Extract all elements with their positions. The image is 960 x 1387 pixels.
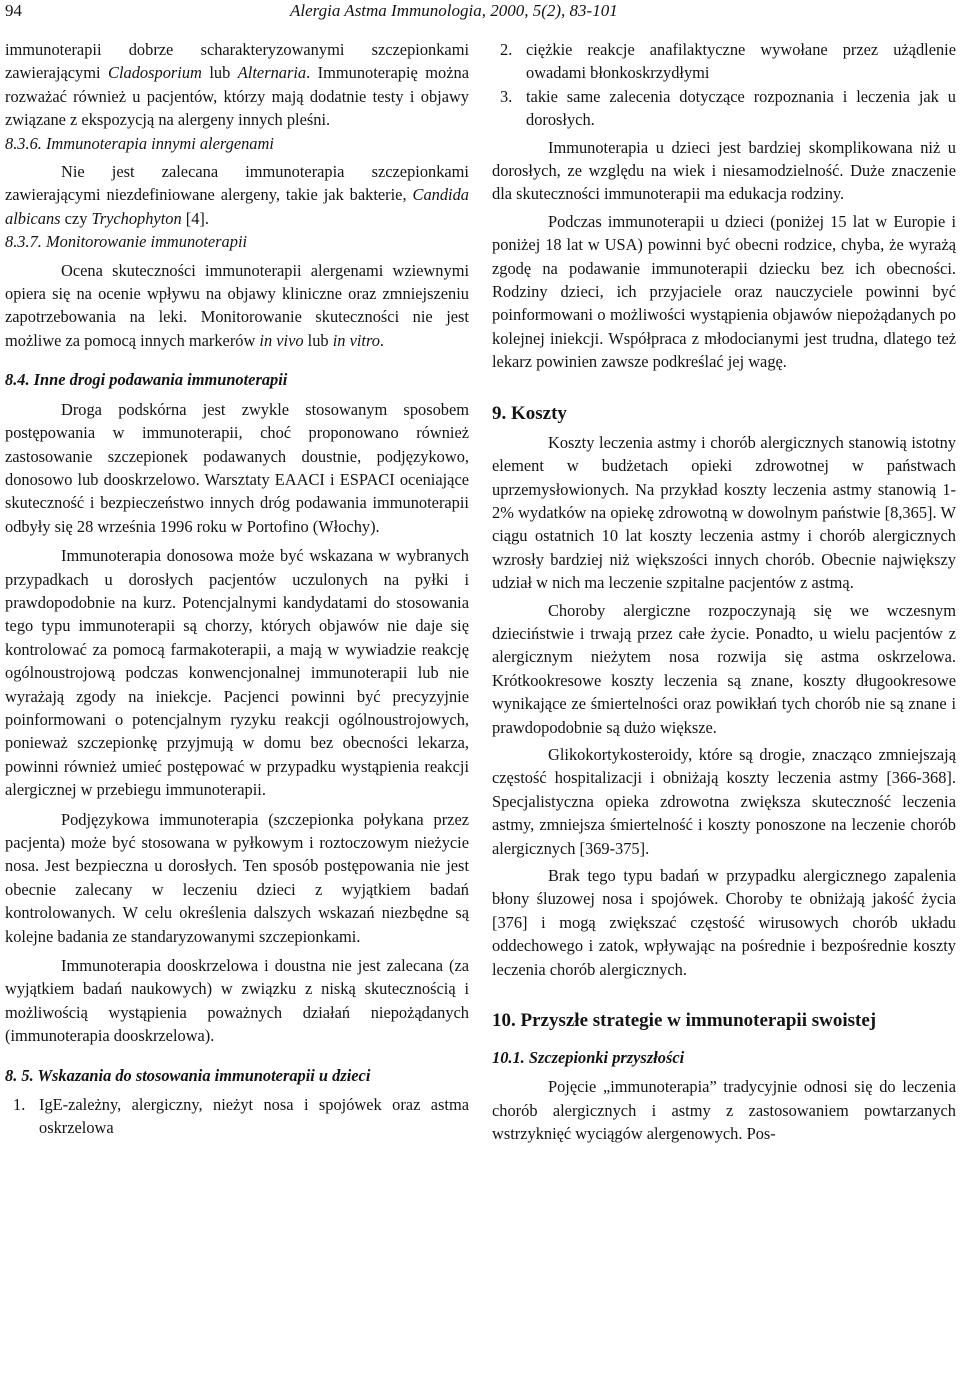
italic-term: Alternaria [237, 63, 307, 83]
paragraph-10-1: Pojęcie „immunoterapia” tradycyjnie odnosi się do leczenia chorób alergicznych i astmy z zastosowaniem powtarzanych wstrzyknięć wyciągów alergenowych. Pos- [492, 1077, 956, 1144]
italic-term: in vitro [332, 330, 380, 350]
paragraph-intro: immunoterapii dobrze scharakteryzowanymi szczepionkami zawierającymi Cladosporium lub Alternaria. Immunoterapię można rozważać również u pacjentów, którzy mają dodatnie testy i objawy związane z ekspozycją na alergeny innych pleśni. [5, 40, 469, 130]
paragraph-8-4-3: Podjęzykowa immunoterapia (szczepionka połykana przez pacjenta) może być stosowana w pyłkowym i roztoczowym nieżycie nosa. Jest bezpieczna u dorosłych. Ten sposób postępowania nie jest obecnie zalecany w leczeniu dzieci z wyjątkiem badań kontrolowanych. W celu określenia dalszych wskazań niezbędne są kolejne badania ze standaryzowanymi szczepionkami. [5, 809, 469, 946]
running-title: Alergia Astma Immunologia, 2000, 5(2), 83-101 [290, 1, 618, 20]
paragraph-9-3: Glikokortykosteroidy, które są drogie, znacząco zmniejszają częstość hospitalizacji i obniżają koszty leczenia astmy [366-368]. Specjalistyczna opieka zdrowotna zwiększa skuteczność leczenia astmy, zmniejsza śmiertelność i koszty ponoszone na leczenie chorób alergicznych [369-375]. [492, 744, 956, 858]
list-item-number: 3. [500, 86, 513, 106]
paragraph-8-5-1: Immunoterapia u dzieci jest bardziej skomplikowana niż u dorosłych, ze względu na wiek i niesamodzielność. Duże znaczenie dla skuteczności immunoterapii ma edukacja rodziny. [492, 137, 956, 204]
list-item [492, 38, 956, 85]
italic-term: Candida albicans [5, 185, 469, 228]
paragraph-8-3-6: Nie jest zalecana immunoterapia szczepionkami zawierającymi niezdefiniowane alergeny, takie jak bakterie, Candida albicans czy Trychophyton [4]. [5, 162, 469, 228]
right-column [492, 38, 956, 1146]
list-item-number: 1. [13, 1095, 26, 1115]
list-item [492, 85, 956, 132]
list-item-number: 2. [500, 40, 513, 59]
heading-8-3-6: 8.3.6. Immunoterapia innymi alergenami [5, 133, 274, 153]
list-item-text: IgE-zależny, alergiczny, nieżyt nosa i spojówek oraz astma oskrzelowa [39, 1095, 469, 1138]
paragraph-9-2: Choroby alergiczne rozpoczynają się we wczesnym dzieciństwie i trwają przez całe życie. Ponadto, u wielu pacjentów z alergicznym nieżytem nosa rozwija się astma oskrzelowa. Krótkookresowe koszty leczenia są znane, koszty długookresowe wynikające ze śmiertelności oraz powikłań tych chorób nie są znane i prawdopodobnie są dużo większe. [492, 600, 956, 737]
paragraph-8-4-1: Droga podskórna jest zwykle stosowanym sposobem postępowania w immunoterapii, choć proponowano również zastosowanie szczepionek podawanych doustnie, podjęzykowo, donosowo lub dooskrzelowo. Warsztaty EAACI i ESPACI oceniające skuteczność i bezpieczeństwo innych dróg podawania immunoterapii odbyły się 28 września 1996 roku w Portofino (Włochy). [5, 399, 469, 536]
paragraph-8-5-2: Podczas immunoterapii u dzieci (poniżej 15 lat w Europie i poniżej 18 lat w USA) powinni być obecni rodzice, chyba, że wyrażą zgodę na podawanie immunoterapii dziecku bez ich obecności. Rodziny dzieci, ich przyjaciele oraz nauczyciele powinni być poinformowani o możliwości wystąpienia objawów niepożądanych po kolejnej iniekcji. Współpraca z młodocianymi jest trudna, dlatego też lekarz powinien zawsze podkreślać jej wagę. [492, 211, 956, 372]
italic-term: in vivo [259, 330, 304, 350]
page-header [0, 0, 960, 30]
heading-8-4: 8.4. Inne drogi podawania immunoterapii [5, 370, 288, 390]
italic-term: Trychophyton [91, 208, 182, 228]
indications-list-continued [492, 38, 956, 132]
paragraph-8-4-2: Immunoterapia donosowa może być wskazana w wybranych przypadkach u dorosłych pacjentów uczulonych na pyłki i prawdopodobnie na kurz. Potencjalnymi kandydatami do stosowania tego typu immunoterapii są chorzy, których objawów nie daje się kontrolować za pomocą farmakoterapii, a mają w wywiadzie reakcję ogólnoustrojową podczas konwencjonalnej immunoterapii lub nie wyrażają zgody na iniekcje. Pacjenci powinni być precyzyjnie poinformowani o potencjalnym ryzyku reakcji ogólnoustrojowych, ponieważ szczepionkę przyjmują w domu bez obecności lekarza, powinni również umieć postępować w przypadku wystąpienia reakcji alergicznej w przebiegu immunoterapii. [5, 546, 469, 800]
paragraph-9-1: Koszty leczenia astmy i chorób alergicznych stanowią istotny element w budżetach opieki zdrowotnej w państwach uprzemysłowionych. Na przykład koszty leczenia astmy stanowią 1-2% wydatków na opiekę zdrowotną w dowolnym państwie [8,365]. W ciągu ostatnich 10 lat koszty leczenia astmy i chorób alergicznych wzrosły bardziej niż większości innych chorób. Obecnie największy udział w nich ma leczenie szpitalne pacjentów z astmą. [492, 432, 956, 593]
heading-section-10: 10. Przyszłe strategie w immunoterapii swoistej [492, 1010, 877, 1032]
list-item [5, 1093, 469, 1140]
left-column [5, 38, 469, 1140]
italic-term: Cladosporium [108, 63, 202, 83]
heading-8-3-7: 8.3.7. Monitorowanie immunoterapii [5, 232, 248, 252]
indications-list [5, 1093, 469, 1140]
heading-10-1: 10.1. Szczepionki przyszłości [492, 1048, 685, 1068]
list-item-text: ciężkie reakcje anafilaktyczne wywołane przez użądlenie owadami błonkoskrzydłymi [526, 40, 956, 83]
heading-8-5: 8. 5. Wskazania do stosowania immunoterapii u dzieci [5, 1065, 371, 1085]
list-item-text: takie same zalecenia dotyczące rozpoznania i leczenia jak u dorosłych. [526, 86, 956, 130]
paragraph-9-4: Brak tego typu badań w przypadku alergicznego zapalenia błony śluzowej nosa i spojówek. Choroby te obniżają jakość życia [376] i mogą zwiększać częstość wirusowych chorób układu oddechowego i zatok, wpływając na pośrednie i bezpośrednie koszty leczenia chorób alergicznych. [492, 866, 956, 979]
paragraph-8-3-7: Ocena skuteczności immunoterapii alergenami wziewnymi opiera się na ocenie wpływu na objawy kliniczne oraz zmniejszeniu zapotrzebowania na leki. Monitorowanie skuteczności nie jest możliwe za pomocą innych markerów in vivo lub in vitro. [5, 260, 469, 350]
page-number: 94 [5, 1, 22, 20]
paragraph-8-4-4: Immunoterapia dooskrzelowa i doustna nie jest zalecana (za wyjątkiem badań naukowych) w związku z niską skutecznością i możliwością wystąpienia poważnych działań niepożądanych (immunoterapia dooskrzelowa). [5, 956, 469, 1046]
heading-section-9: 9. Koszty [492, 402, 567, 424]
